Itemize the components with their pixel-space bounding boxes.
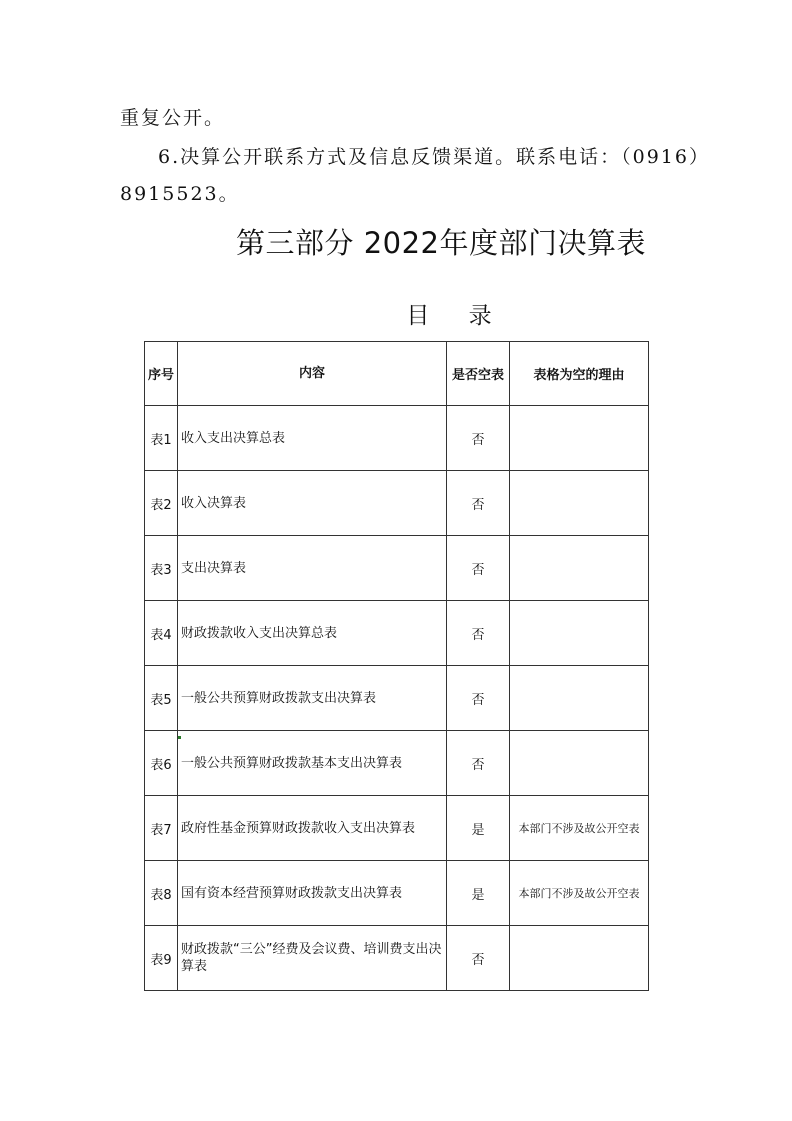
row-is-empty: 是 xyxy=(447,796,510,861)
table-row xyxy=(145,406,649,471)
row-number: 表5 xyxy=(145,666,178,731)
row-is-empty: 否 xyxy=(447,406,510,471)
header-is-empty: 是否空表 xyxy=(447,342,510,406)
row-reason xyxy=(510,601,649,666)
row-content: 政府性基金预算财政拨款收入支出决算表 xyxy=(178,796,447,861)
row-number: 表2 xyxy=(145,471,178,536)
row-reason xyxy=(510,666,649,731)
table-row xyxy=(145,796,649,861)
row-number: 表8 xyxy=(145,861,178,926)
paragraph-line: 8915523。 xyxy=(120,183,240,205)
paragraph-line: 6.决算公开联系方式及信息反馈渠道。联系电话：（0916） xyxy=(158,146,710,168)
header-content: 内容 xyxy=(178,342,447,406)
toc-table xyxy=(144,341,649,991)
paragraph-line: 重复公开。 xyxy=(120,107,226,129)
row-reason xyxy=(510,406,649,471)
row-content: 财政拨款“三公”经费及会议费、培训费支出决算表 xyxy=(178,926,447,991)
row-reason: 本部门不涉及故公开空表 xyxy=(510,796,649,861)
section-title: 第三部分 2022年度部门决算表 xyxy=(235,226,647,260)
row-is-empty: 否 xyxy=(447,666,510,731)
row-number: 表7 xyxy=(145,796,178,861)
table-row xyxy=(145,926,649,991)
header-number: 序号 xyxy=(145,342,178,406)
header-reason: 表格为空的理由 xyxy=(510,342,649,406)
table-row xyxy=(145,471,649,536)
row-content: 一般公共预算财政拨款支出决算表 xyxy=(178,666,447,731)
row-reason: 本部门不涉及故公开空表 xyxy=(510,861,649,926)
row-is-empty: 否 xyxy=(447,731,510,796)
row-content: 一般公共预算财政拨款基本支出决算表 xyxy=(178,731,447,796)
row-reason xyxy=(510,926,649,991)
row-is-empty: 否 xyxy=(447,926,510,991)
row-number: 表6 xyxy=(145,731,178,796)
toc-heading: 目 录 xyxy=(406,303,508,329)
row-reason xyxy=(510,471,649,536)
row-content: 财政拨款收入支出决算总表 xyxy=(178,601,447,666)
table-row xyxy=(145,666,649,731)
row-content: 支出决算表 xyxy=(178,536,447,601)
row-content: 收入支出决算总表 xyxy=(178,406,447,471)
row-number: 表1 xyxy=(145,406,178,471)
row-content: 收入决算表 xyxy=(178,471,447,536)
row-is-empty: 否 xyxy=(447,471,510,536)
table-row xyxy=(145,861,649,926)
table-header-row xyxy=(145,342,649,406)
table-row xyxy=(145,731,649,796)
cell-corner-marker xyxy=(178,736,181,739)
table-row xyxy=(145,601,649,666)
table-row xyxy=(145,536,649,601)
row-is-empty: 否 xyxy=(447,536,510,601)
row-number: 表4 xyxy=(145,601,178,666)
row-is-empty: 否 xyxy=(447,601,510,666)
row-is-empty: 是 xyxy=(447,861,510,926)
row-number: 表3 xyxy=(145,536,178,601)
row-reason xyxy=(510,536,649,601)
row-number: 表9 xyxy=(145,926,178,991)
row-reason xyxy=(510,731,649,796)
row-content: 国有资本经营预算财政拨款支出决算表 xyxy=(178,861,447,926)
